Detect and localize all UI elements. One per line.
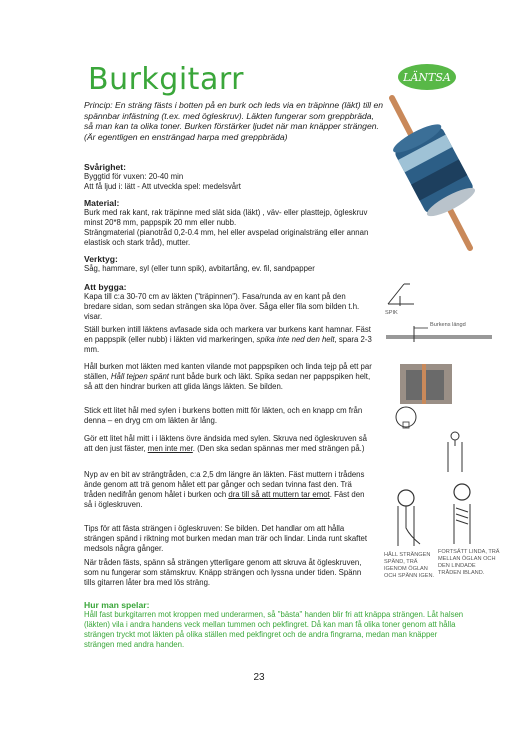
- build-step-6: [84, 470, 374, 510]
- material-section: [84, 198, 384, 248]
- build-heading: Att bygga:: [84, 282, 127, 292]
- logo-text: LÄNTSA: [403, 70, 451, 84]
- can-bottom-diagram: [390, 404, 426, 430]
- play-heading: Hur man spelar:: [84, 600, 150, 610]
- logo: [398, 64, 456, 90]
- build-step-7: Tips för att fästa strängen i ögleskruven: Se bilden. Det handlar om att hålla strängen spänd i riktning mot burken medan man trär och lindar. Linda runt skaftet medsols några gånger.: [84, 524, 368, 553]
- page-title: Burkgitarr: [88, 62, 244, 97]
- string-winding-diagram-left: [384, 488, 428, 548]
- difficulty-line-1: Byggtid för vuxen: 20-40 min: [84, 172, 184, 181]
- page-number: 23: [253, 672, 265, 683]
- build-step-5-end: . (Den ska sedan spännas mer med strängen på.): [192, 443, 365, 453]
- build-step-5-text: Gör ett litet hål mitt i i läktens övre ändsida med sylen. Skruva ned ögleskruven så att den just fäster,: [84, 434, 367, 453]
- build-section: [84, 282, 374, 322]
- build-step-5: [84, 434, 374, 454]
- string-winding-diagram-right: [440, 482, 484, 546]
- build-step-3: [84, 362, 374, 392]
- spik-label: SPIK: [385, 310, 398, 316]
- tools-section: [84, 254, 384, 274]
- build-step-3-text: Håll burken mot läkten med kanten vilande mot pappspiken och linda tejp på ett par ställen,: [84, 362, 372, 381]
- caption-right: FORTSÄTT LINDA, TRÄ MELLAN ÖGLAN OCH DEN LINDADE TRÅDEN IBLAND.: [438, 549, 500, 576]
- build-step-3-end: runt både burk och läkt. Spika sedan ner pappspiken helt, så att den hindrar burken att glida längs läkten. Se bilden.: [84, 371, 371, 391]
- stick-cut-diagram: [384, 280, 484, 320]
- build-step-2-text: Ställ burken intill läktens avfasade sida och markera var burkens kant hamnar. Fäst en pappspik (eller nubb) i läkten vid markeringen,: [84, 325, 371, 344]
- build-step-3-italic: Håll tejpen spänt: [110, 371, 169, 381]
- taped-can-photo: [400, 364, 452, 404]
- material-heading: Material:: [84, 198, 120, 208]
- build-step-2: [84, 325, 374, 355]
- difficulty-heading: Svårighet:: [84, 162, 127, 172]
- build-step-4: Stick ett litet hål med sylen i burkens botten mitt för läkten, och en knapp cm från denna – en dryg cm om läkten är lång.: [84, 406, 363, 425]
- intro-paragraph: Princip: En sträng fästs i botten på en burk och leds via en träpinne (läkt) till en spännbar infästning (t.ex. med ögleskruv). Läkten fungerar som greppbräda, så man kan ta olika toner. Burken förstärker ljudet när man knäpper strängen. (Är egentligen en ensträngad harpa med greppbräda): [84, 100, 384, 142]
- material-text-2: Strängmaterial (pianotråd 0,2-0.4 mm, hel eller avspelad originalsträng eller annan elastisk och stark tråd), mutter.: [84, 227, 369, 247]
- difficulty-section: [84, 162, 384, 192]
- tools-text: Såg, hammare, syl (eller tunn spik), avbitartång, ev. fil, sandpapper: [84, 264, 315, 273]
- can-guitar-photo: [382, 92, 478, 252]
- build-step-6-text: Nyp av en bit av strängtråden, c:a 2,5 dm längre än läkten. Fäst muttern i trådens ände genom att trä genom hålet ett par gånger och sedan tvinna fast den. Trä tråden nedifrån genom hålet i burken och: [84, 470, 365, 499]
- build-step-6-underline: dra till så att muttern tar emot: [228, 489, 330, 499]
- build-step-1: Kapa till c:a 30-70 cm av läkten ("träpinnen"). Fasa/runda av en kant på den bredare sidan, som sedan strängen ska löpa över. Såga eller fila som bilden t.h. visar.: [84, 292, 360, 321]
- build-step-8: När tråden fästs, spänn så strängen ytterligare genom att skruva åt ögleskruven, som nu fungerar som stämskruv. Knäpp strängen och lyssna under tiden. Spänn tills gitarren låter bra med lös sträng.: [84, 558, 362, 587]
- material-text-1: Burk med rak kant, rak träpinne med slät sida (läkt) , väv- eller plasttejp, ögleskruv minst 20*8 mm, pappspik 20 mm eller nubb.: [84, 208, 368, 227]
- build-step-2-italic: spika inte ned den helt: [256, 334, 335, 344]
- build-step-2-end: , spara 2-3 mm.: [84, 334, 372, 354]
- can-length-label: Burkens längd: [430, 322, 466, 328]
- eye-screw-diagram: [440, 430, 470, 472]
- play-section: [84, 600, 464, 650]
- difficulty-line-2: Att få ljud i: lätt - Att utveckla spel: medelsvårt: [84, 181, 241, 191]
- build-step-5-underline: men inte mer: [147, 443, 193, 453]
- build-step-6-end: . Fäst den så i ögleskruven.: [84, 489, 365, 509]
- tools-heading: Verktyg:: [84, 254, 118, 264]
- caption-left: HÅLL STRÄNGEN SPÄND, TRÄ IGENOM ÖGLAN OCH SPÄNN IGEN.: [384, 552, 435, 579]
- play-text: Håll fast burkgitarren mot kroppen med underarmen, så "bästa" handen blir fri att knäppa strängen. Låt halsen (läkten) vila i andra handens veck mellan tummen och pekfingret. Då kan man få olika toner genom att hålla strängen tryckt mot läkten på olika ställen med pekfingret och de andra fingrarna, medan man knäpper strängen med andra handen.: [84, 610, 464, 649]
